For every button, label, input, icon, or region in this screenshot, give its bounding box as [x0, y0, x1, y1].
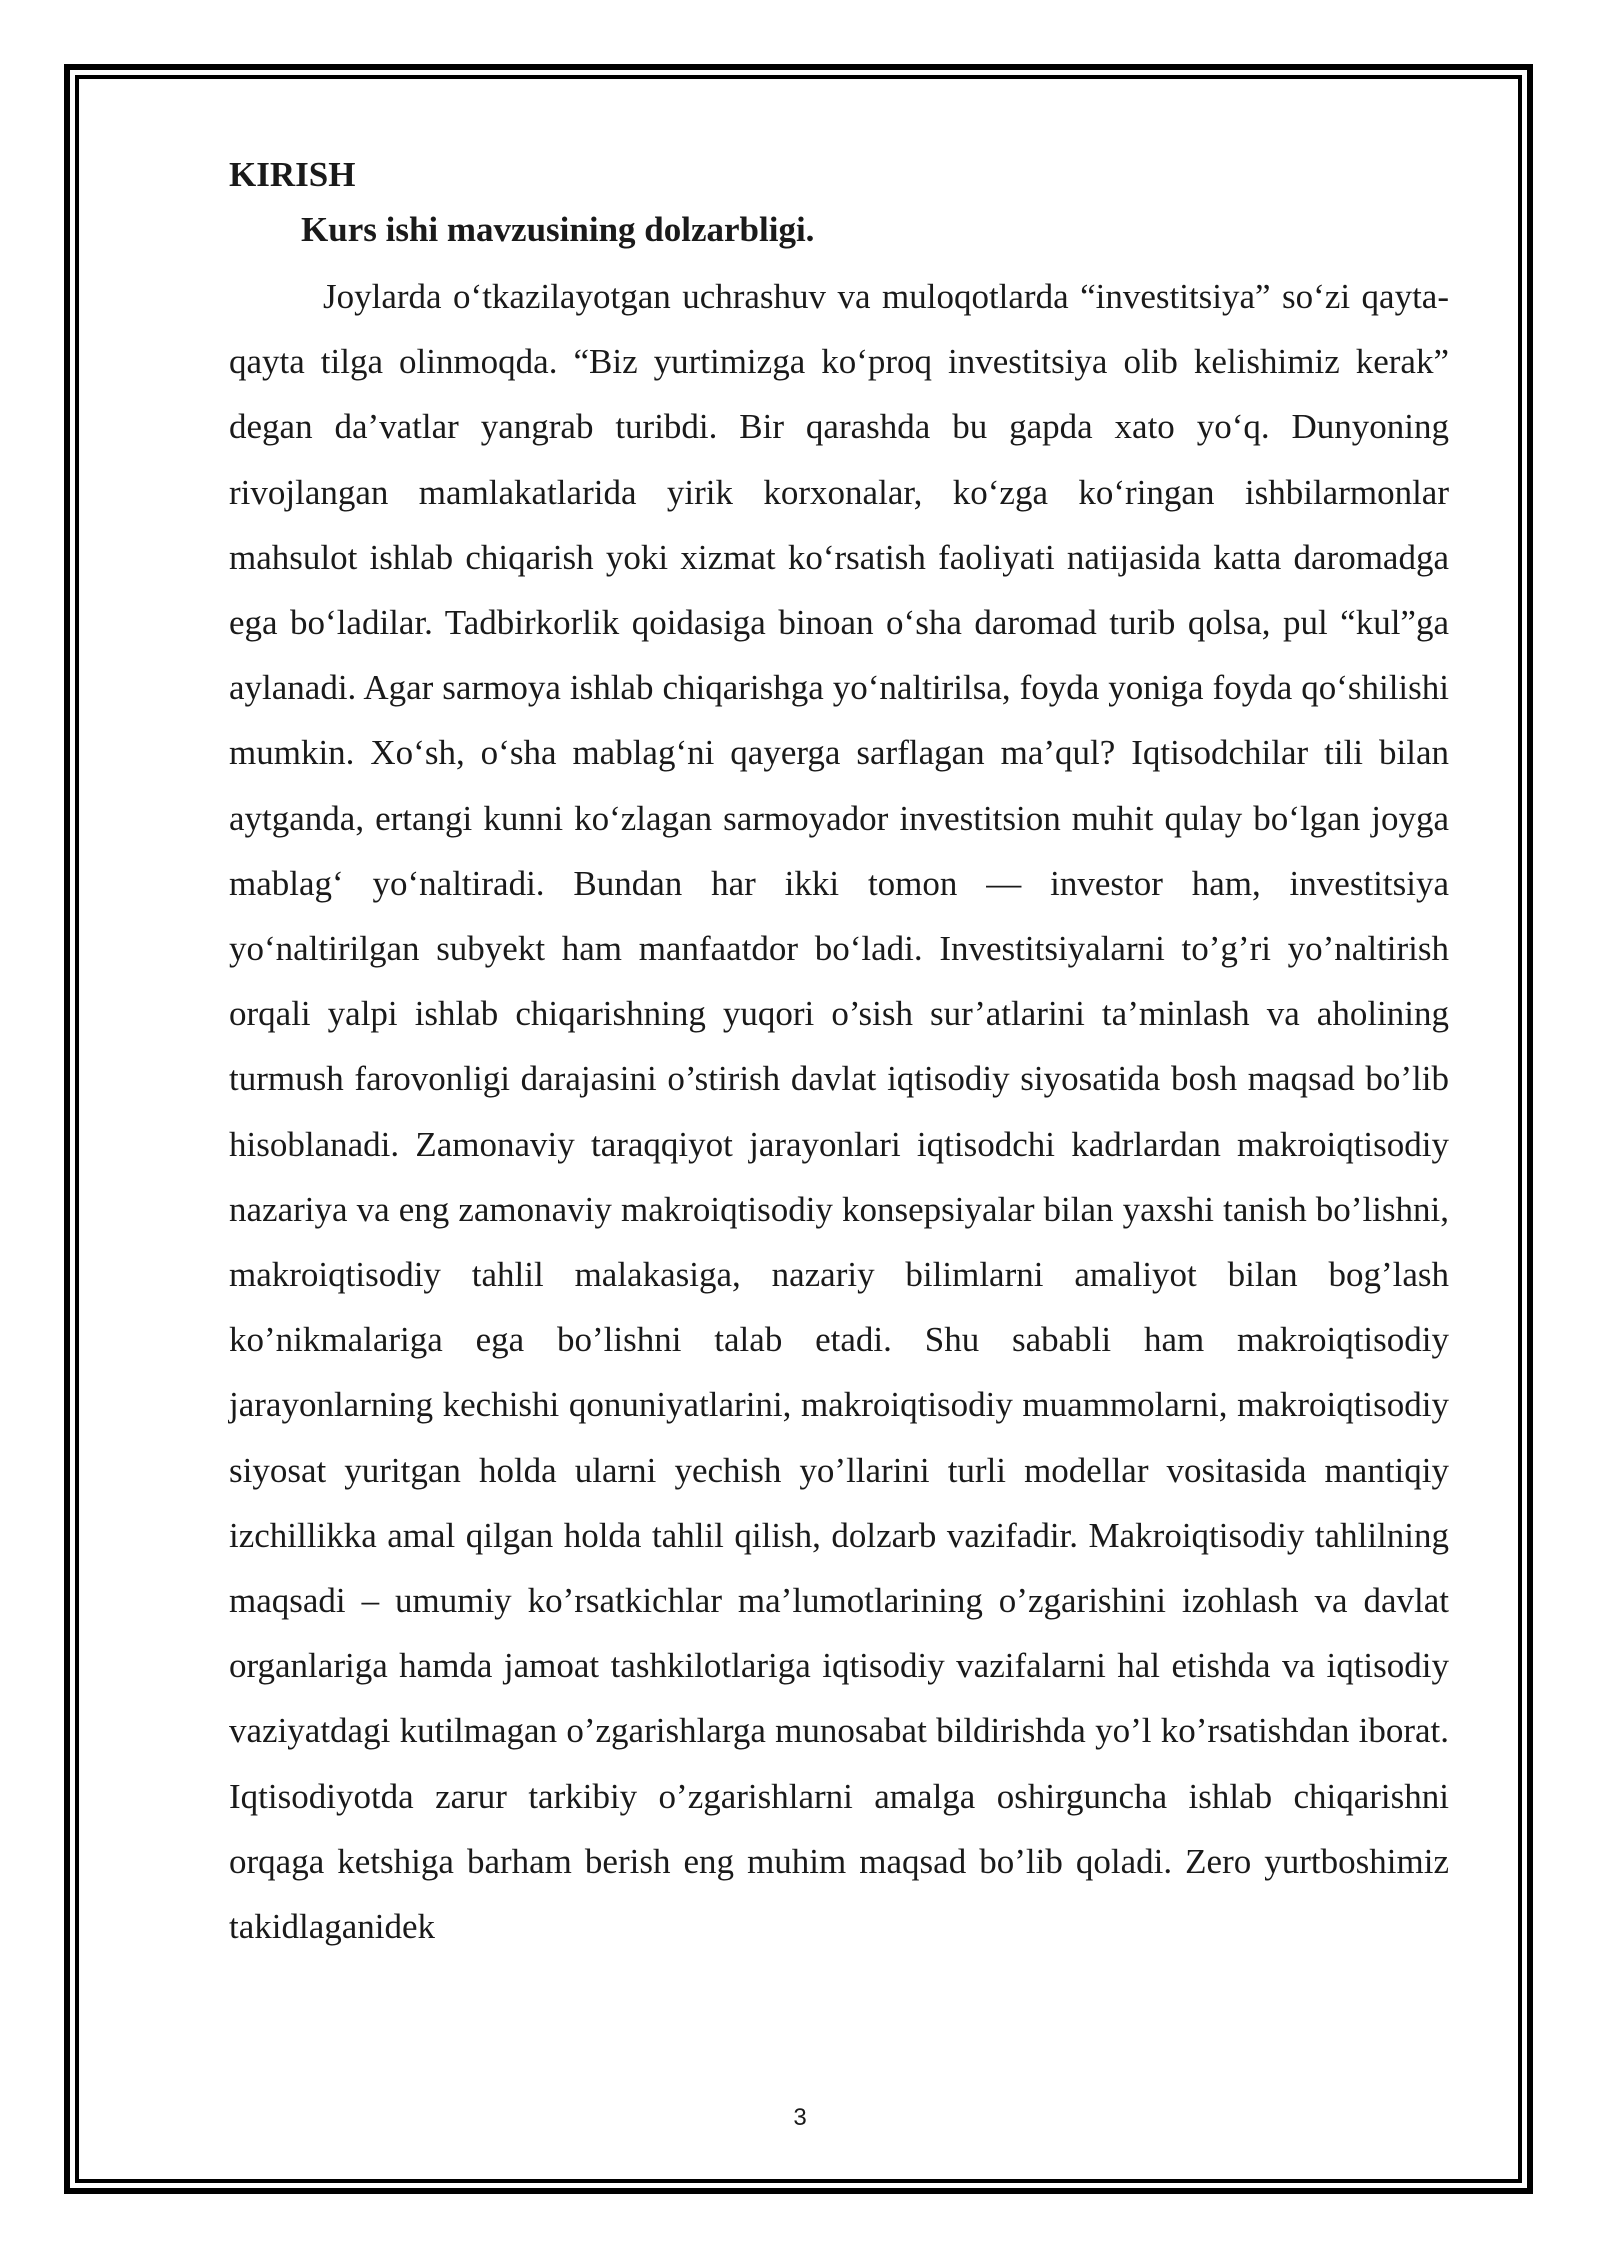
section-subheading: Kurs ishi mavzusining dolzarbligi. — [301, 210, 815, 249]
section-heading: KIRISH — [229, 155, 356, 194]
document-body — [229, 148, 1449, 1959]
page-number: 3 — [793, 2104, 807, 2131]
body-paragraph: Joylarda o‘tkazilayotgan uchrashuv va muloqotlarda “investitsiya” so‘zi qayta-qayta tilga olinmoqda. “Biz yurtimizga ko‘proq investitsiya olib kelishimiz kerak” degan da’vatlar yangrab turibdi. Bir qarashda bu gapda xato yo‘q. Dunyoning rivojlangan mamlakatlarida yirik korxonalar, ko‘zga ko‘ringan ishbilarmonlar mahsulot ishlab chiqarish yoki xizmat ko‘rsatish faoliyati natijasida katta daromadga ega bo‘ladilar. Tadbirkorlik qoidasiga binoan o‘sha daromad turib qolsa, pul “kul”ga aylanadi. Agar sarmoya ishlab chiqarishga yo‘naltirilsa, foyda yoniga foyda qo‘shilishi mumkin. Xo‘sh, o‘sha mablag‘ni qayerga sarflagan ma’qul? Iqtisodchilar tili bilan aytganda, ertangi kunni ko‘zlagan sarmoyador investitsion muhit qulay bo‘lgan joyga mablag‘ yo‘naltiradi. Bundan har ikki tomon — investor ham, investitsiya yo‘naltirilgan subyekt ham manfaatdor bo‘ladi. Investitsiyalarni to’g’ri yo’naltirish orqali yalpi ishlab chiqarishning yuqori o’sish sur’atlarini ta’minlash va aholining turmush farovonligi darajasini o’stirish davlat iqtisodiy siyosatida bosh maqsad bo’lib hisoblanadi. Zamonaviy taraqqiyot jarayonlari iqtisodchi kadrlardan makroiqtisodiy nazariya va eng zamonaviy makroiqtisodiy konsepsiyalar bilan yaxshi tanish bo’lishni, makroiqtisodiy tahlil malakasiga, nazariy bilimlarni amaliyot bilan bog’lash ko’nikmalariga ega bo’lishni talab etadi. Shu sababli ham makroiqtisodiy jarayonlarning kechishi qonuniyatlarini, makroiqtisodiy muammolarni, makroiqtisodiy siyosat yuritgan holda ularni yechish yo’llarini turli modellar vositasida mantiqiy izchillikka amal qilgan holda tahlil qilish, dolzarb vazifadir. Makroiqtisodiy tahlilning maqsadi – umumiy ko’rsatkichlar ma’lumotlarining o’zgarishini izohlash va davlat organlariga hamda jamoat tashkilotlariga iqtisodiy vazifalarni hal etishda va iqtisodiy vaziyatdagi kutilmagan o’zgarishlarga munosabat bildirishda yo’l ko’rsatishdan iborat. Iqtisodiyotda zarur tarkibiy o’zgarishlarni amalga oshirguncha ishlab chiqarishni orqaga ketshiga barham berish eng muhim maqsad bo’lib qoladi. Zero yurtboshimiz takidlaganidek — [229, 277, 1449, 1947]
